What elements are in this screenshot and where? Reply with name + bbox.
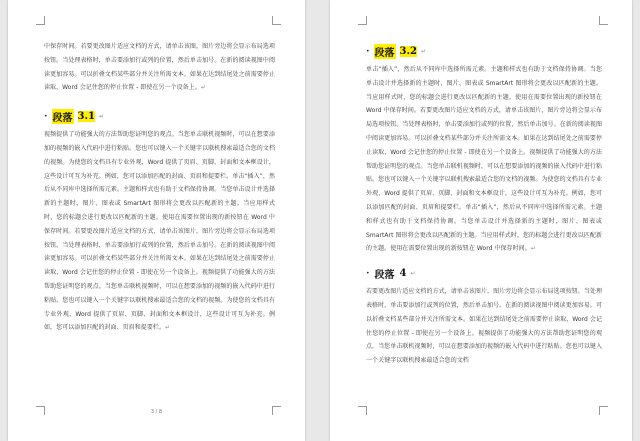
crop-mark-top-right [272, 16, 281, 25]
paragraph-mark-icon: ↵ [530, 245, 536, 253]
paragraph-mark-icon: ↵ [410, 269, 416, 277]
page-body[interactable] [366, 38, 602, 368]
paragraph-3-2-body[interactable] [366, 63, 602, 256]
paragraph-mark-icon: ↵ [98, 112, 104, 120]
heading-3-1-text: 段落 [52, 109, 74, 124]
paragraph-3-2-text: 单击“插入”，然后从不同库中选择所需元素。主题和样式也有助于文档保持协调。当您单击设计并选择新的主题时，图片、图表或 SmartArt 图形将会更改以匹配新的主题。当应用样式时，您的标题会进行更改以匹配新的主题。使用在需要位置出现的新按钮在 Word 中保存时间。若要更改图片适应文档的方式，请单击该图片，图片旁边将会显示布局选项按钮。当处理表格时，单击要添加行或列的位置，然后单击加号。在新的阅读视图中阅读更加容易。可以折叠文档某些部分并关注所需文本。如果在达到结尾处之前需要停止读取，Word 会记住您的停止位置 - 即使在另一个设备上。视频提供了功能强大的方法帮助您证明您的观点。当您单击联机视频时，可以在想要添加的视频的嵌入代码中进行粘贴。您也可以键入一个关键字以联机搜索最适合您的文档的视频。为使您的文档具有专业外观，Word 提供了页眉、页脚、封面和文本框设计，这些设计可互为补充。例如，您可以添加匹配的封面、页眉和提要栏。单击“插入”，然后从不同库中选择所需元素。主题和样式也有助于文档保持协调。当您单击设计并选择新的主题时，图片、图表或 SmartArt 图形将会更改以匹配新的主题。当应用样式时，您的标题会进行更改以匹配新的主题。使用在需要位置出现的新按钮在 Word 中保存时间。 [366, 66, 602, 253]
heading-4-text: 段落 [374, 269, 395, 281]
paragraph-mark-icon: ↵ [420, 47, 426, 55]
crop-mark-top-left [36, 16, 45, 25]
heading-bullet-icon: • [44, 112, 48, 120]
heading-4-number: 4 [399, 267, 407, 279]
heading-3-2[interactable] [366, 42, 602, 60]
heading-3-2-number: 3.2 [399, 45, 417, 57]
crop-mark-bottom-right [599, 406, 608, 415]
paragraph-4-text: 若要更改图片适应文档的方式，请单击该图片，图片旁边将会显示布局选项按钮。当处理表格时，单击要添加行或列的位置，然后单击加号。在新的阅读视图中阅读更加容易。可以折叠文档某些部分并关注所需文本。如果在达到结尾处之前需要停止读取，Word 会记住您的停止位置 - 即使在另一个设备上。视频提供了功能强大的方法帮助您证明您的观点。当您单击联机视频时，可以在想要添加的视频的嵌入代码中进行粘贴。您也可以键入一个关键字以联机搜索最适合您的文档 [366, 288, 602, 365]
paragraph-intro[interactable] [44, 40, 275, 95]
paragraph-3-1-body[interactable] [44, 128, 275, 335]
crop-mark-top-left [358, 16, 367, 25]
heading-4[interactable] [366, 264, 602, 282]
page-number-footer: 3 / 8 [150, 409, 163, 415]
paragraph-3-1-text: 视频提供了功能强大的方法帮助您证明您的观点。当您单击联机视频时，可以在想要添加的视频的嵌入代码中进行粘贴。您也可以键入一个关键字以联机搜索最适合您的文档的视频。为使您的文档具有专业外观，Word 提供了页眉、页脚、封面和文本框设计，这些设计可互为补充。例如，您可以添加匹配的封面、页眉和提要栏。单击“插入”，然后从不同库中选择所需元素。主题和样式也有助于文档保持协调。当您单击设计并选择新的主题时，图片、图表或 SmartArt 图形将会更改以匹配新的主题。当应用样式时，您的标题会进行更改以匹配新的主题。使用在需要位置出现的新按钮在 Word 中保存时间。若要更改图片适应文档的方式，请单击该图片，图片旁边将会显示布局选项按钮。当处理表格时，单击要添加行或列的位置，然后单击加号。在新的阅读视图中阅读更加容易。可以折叠文档某些部分并关注所需文本。如果在达到结尾处之前需要停止读取，Word 会记住您的停止位置 - 即使在另一个设备上。视频提供了功能强大的方法帮助您证明您的观点。当您单击联机视频时，可以在想要添加的视频的嵌入代码中进行粘贴。您也可以键入一个关键字以联机搜索最适合您的文档的视频。为使您的文档具有专业外观，Word 提供了页眉、页脚、封面和文本框设计，这些设计可互为补充。例如，您可以添加匹配的封面、页眉和提要栏。 [44, 131, 275, 332]
document-page-right [330, 0, 632, 441]
paragraph-intro-text: 中保存时间。若要更改图片适应文档的方式，请单击该图，图片旁边将会显示布局选项按钮。当处理表格时，单击要添加行或列的位置，然后单击加号。在新的阅读视图中阅读更加容易。可以折叠文档某些部分并关注所需文本。如果在达到结尾处之前需要停止读取，Word 会记住您的停止位置 - 即使在另一个设备上。 [44, 43, 275, 92]
heading-3-2-text: 段落 [374, 44, 396, 59]
crop-mark-top-right [599, 16, 608, 25]
paragraph-mark-icon: ↵ [200, 84, 206, 92]
crop-mark-bottom-left [358, 406, 367, 415]
paragraph-mark-icon: ↵ [165, 324, 171, 332]
heading-bullet-icon: • [366, 269, 370, 277]
paragraph-4-body[interactable] [366, 285, 602, 368]
heading-bullet-icon: • [366, 47, 370, 55]
page-body[interactable] [44, 40, 275, 335]
heading-3-1-number: 3.1 [77, 110, 95, 122]
document-page-left [8, 0, 305, 441]
heading-3-1[interactable] [44, 107, 275, 125]
